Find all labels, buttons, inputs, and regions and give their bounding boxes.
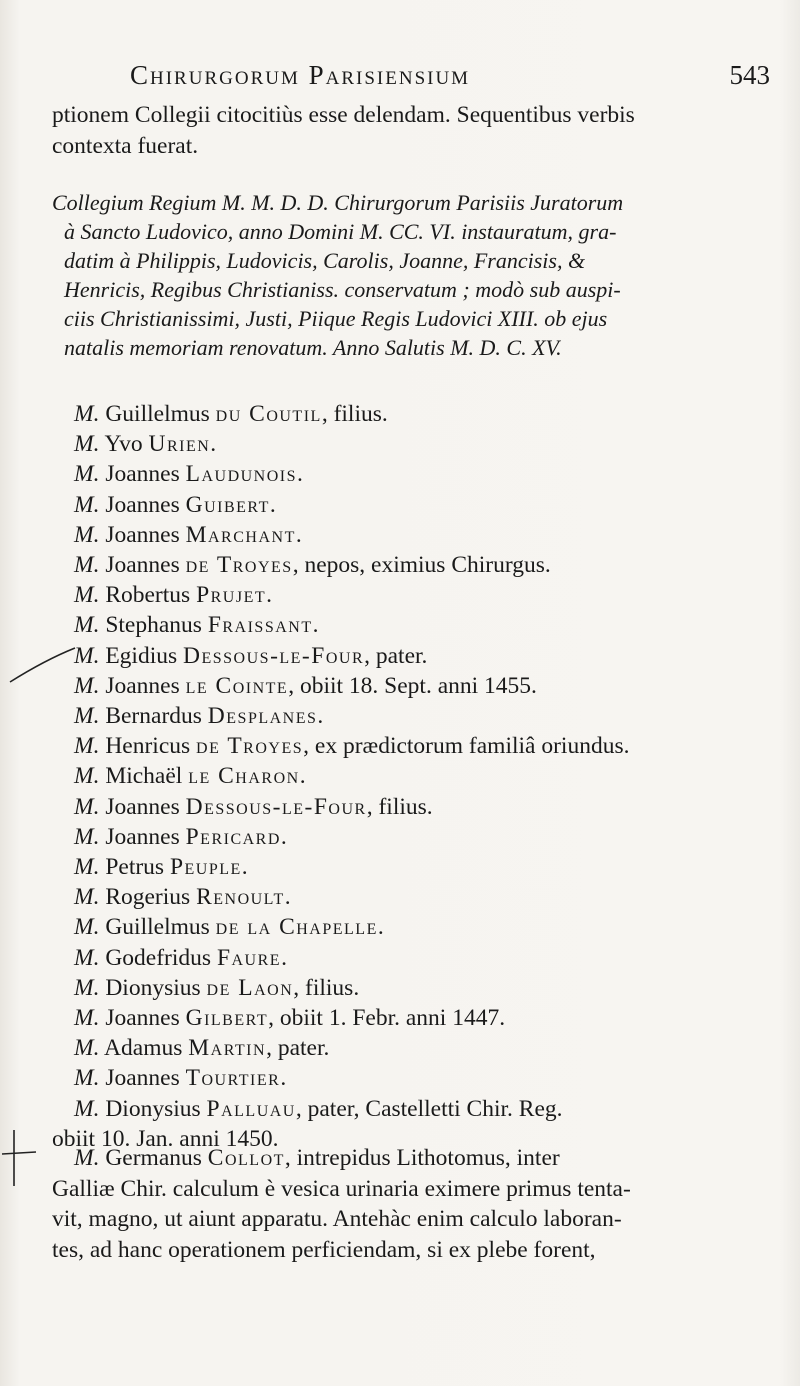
surname: Prujet xyxy=(196,582,267,609)
given-name: Michaël xyxy=(105,763,183,790)
surname: Collot xyxy=(207,1145,285,1171)
magister-abbrev: M. xyxy=(74,1005,100,1032)
given-name: Joannes xyxy=(105,672,180,699)
surname: Faure xyxy=(216,944,282,971)
name-entry xyxy=(52,701,772,731)
entry-note: , pater, Castelletti Chir. Reg. xyxy=(295,1095,563,1122)
surname: Laudunois xyxy=(185,461,298,488)
entry-note: . xyxy=(295,521,302,548)
surname: Marchant xyxy=(185,521,296,548)
given-name: Joannes xyxy=(105,793,180,820)
name-entry xyxy=(52,1003,772,1033)
surname: de la Chapelle xyxy=(215,914,378,941)
name-entry xyxy=(52,973,772,1003)
entry-note: . xyxy=(210,431,217,458)
entry-note: . xyxy=(297,461,303,488)
given-name: Joannes xyxy=(105,823,180,850)
given-name: Joannes xyxy=(105,491,180,518)
surname: Urien xyxy=(148,431,211,458)
given-name: Dionysius xyxy=(105,1095,201,1122)
magister-abbrev: M. xyxy=(74,582,100,609)
magister-abbrev: M. xyxy=(74,793,100,820)
entry-note: , ex prædictorum familiâ oriundus. xyxy=(303,733,630,760)
collot-line-1-rest: , intrepidus Lithotomus, inter xyxy=(284,1145,560,1171)
magister-abbrev: M. xyxy=(74,1065,100,1092)
magister-abbrev: M. xyxy=(74,461,100,488)
given-name: Bernardus xyxy=(105,703,202,730)
surname: Dessous-le-Four xyxy=(185,793,367,820)
given-name: Robertus xyxy=(105,582,191,609)
given-name: Egidius xyxy=(105,642,178,669)
surname: Renoult xyxy=(196,884,285,911)
magister-abbrev: M. xyxy=(74,672,100,699)
name-entry xyxy=(52,792,772,822)
inscription-line: ciis Christianissimi, Justi, Piique Regis Ludovici XIII. ob ejus xyxy=(64,306,608,331)
given-name: Yvo xyxy=(104,431,143,458)
magister-abbrev: M. xyxy=(74,1145,100,1171)
name-entry xyxy=(52,429,772,459)
magister-abbrev: M. xyxy=(74,914,100,941)
name-entry xyxy=(52,580,772,610)
magister-abbrev: M. xyxy=(74,491,100,518)
entry-note: . xyxy=(317,703,324,730)
surname: Fraissant xyxy=(207,612,313,639)
name-entry xyxy=(52,943,772,973)
given-name: Dionysius xyxy=(105,974,201,1001)
given-name: Joannes xyxy=(105,1005,180,1032)
given-name: Joannes xyxy=(105,1065,180,1092)
surname: de Laon xyxy=(206,974,294,1001)
surname: le Cointe xyxy=(185,672,289,699)
entry-note: . xyxy=(284,884,291,911)
magister-abbrev: M. xyxy=(74,823,100,850)
entry-note: , nepos, eximius Chirurgus. xyxy=(292,552,551,579)
given-name: Stephanus xyxy=(105,612,202,639)
surname: le Charon xyxy=(188,763,300,790)
surname: Martin xyxy=(188,1035,267,1062)
opening-line-2: contexta fuerat. xyxy=(52,133,199,159)
surname: Dessous-le-Four xyxy=(183,642,365,669)
magister-abbrev: M. xyxy=(74,1035,100,1062)
running-title: Chirurgorum Parisiensium xyxy=(130,60,471,90)
surname: Palluau xyxy=(206,1095,296,1122)
surgeon-name-list xyxy=(52,399,772,1154)
inscription-line: à Sancto Ludovico, anno Domini M. CC. VI. instauratum, gra- xyxy=(64,219,617,244)
name-entry xyxy=(52,1094,772,1124)
name-entry xyxy=(52,459,772,489)
given-name: Joannes xyxy=(105,521,180,548)
opening-line-1: ptionem Collegii citocitiùs esse delendam. Sequentibus verbis xyxy=(52,102,635,128)
entry-continuation: obiit 10. Jan. anni 1450. xyxy=(52,1125,279,1152)
entry-note: , pater. xyxy=(266,1035,330,1062)
name-entry xyxy=(52,520,772,550)
surname: Desplanes xyxy=(207,703,318,730)
entry-note: . xyxy=(377,914,384,941)
collot-line-1 xyxy=(52,1143,764,1174)
inscription-block xyxy=(52,188,764,362)
entry-note: , pater. xyxy=(364,642,428,669)
given-name: Joannes xyxy=(105,552,180,579)
margin-cross-mark-icon xyxy=(0,1128,40,1188)
running-head xyxy=(130,60,770,91)
entry-note: . xyxy=(299,763,306,790)
name-entry xyxy=(52,731,772,761)
entry-note: . xyxy=(281,944,287,971)
magister-abbrev: M. xyxy=(74,642,100,669)
magister-abbrev: M. xyxy=(74,431,100,458)
surname: Gilbert xyxy=(185,1005,269,1032)
entry-note: . xyxy=(280,823,287,850)
given-name: Joannes xyxy=(105,461,180,488)
given-name: Henricus xyxy=(105,733,191,760)
opening-paragraph xyxy=(52,100,764,162)
page-number: 543 xyxy=(729,60,770,90)
magister-abbrev: M. xyxy=(74,612,100,639)
name-entry xyxy=(52,641,772,671)
magister-abbrev: M. xyxy=(74,944,100,971)
entry-note: , filius. xyxy=(293,974,360,1001)
collot-line-4: tes, ad hanc operationem perficiendam, si ex plebe forent, xyxy=(52,1236,596,1263)
entry-note: . xyxy=(241,854,248,881)
collot-line-3: vit, magno, ut aiunt apparatu. Antehàc enim calculo laboran- xyxy=(52,1206,622,1232)
given-name: Petrus xyxy=(105,854,165,881)
surname: du Coutil xyxy=(215,401,322,427)
surname: Peuple xyxy=(169,854,242,881)
magister-abbrev: M. xyxy=(74,884,100,911)
margin-pen-stroke-icon xyxy=(0,640,80,690)
surname: de Troyes xyxy=(196,733,304,760)
name-entry xyxy=(52,671,772,701)
entry-note: , filius. xyxy=(366,793,433,820)
surname: Tourtier xyxy=(185,1065,281,1092)
surname: Guibert xyxy=(185,491,270,518)
magister-abbrev: M. xyxy=(74,974,100,1001)
magister-abbrev: M. xyxy=(74,552,100,579)
inscription-line: natalis memoriam renovatum. Anno Salutis M. D. C. XV. xyxy=(64,335,562,360)
given-name: Germanus xyxy=(105,1145,202,1171)
name-entry xyxy=(52,912,772,942)
given-name: Guillelmus xyxy=(105,914,210,941)
name-entry xyxy=(52,822,772,852)
entry-note: , obiit 18. Sept. anni 1455. xyxy=(288,672,537,699)
collot-line-2: Galliæ Chir. calculum è vesica urinaria eximere primus tenta- xyxy=(52,1175,631,1202)
name-entry xyxy=(52,610,772,640)
name-entry xyxy=(52,550,772,580)
entry-note: . xyxy=(269,491,276,518)
magister-abbrev: M. xyxy=(74,1095,100,1122)
entry-note: , obiit 1. Febr. anni 1447. xyxy=(268,1005,506,1032)
inscription-line: datim à Philippis, Ludovicis, Carolis, Joanne, Francisis, & xyxy=(64,248,586,273)
name-entry xyxy=(52,761,772,791)
entry-note: . xyxy=(312,612,319,639)
surname: Pericard xyxy=(185,823,281,850)
collot-entry xyxy=(52,1143,764,1265)
name-entry xyxy=(52,1063,772,1093)
entry-note: . xyxy=(280,1065,287,1092)
magister-abbrev: M. xyxy=(74,763,100,790)
inscription-line: Henricis, Regibus Christianiss. conservatum ; modò sub auspi- xyxy=(64,277,621,302)
magister-abbrev: M. xyxy=(74,733,100,760)
surname: de Troyes xyxy=(185,552,293,579)
given-name: Rogerius xyxy=(105,884,191,911)
magister-abbrev: M. xyxy=(74,854,100,881)
magister-abbrev: M. xyxy=(74,521,100,548)
given-name: Godefridus xyxy=(105,944,212,971)
name-entry xyxy=(52,399,772,429)
name-entry xyxy=(52,1033,772,1063)
entry-note: , filius. xyxy=(321,401,388,427)
given-name: Guillelmus xyxy=(105,401,210,427)
name-entry xyxy=(52,852,772,882)
magister-abbrev: M. xyxy=(74,703,100,730)
magister-abbrev: M. xyxy=(74,401,100,427)
entry-note: . xyxy=(266,582,273,609)
name-entry xyxy=(52,882,772,912)
inscription-line: Collegium Regium M. M. D. D. Chirurgorum Parisiis Juratorum xyxy=(52,190,624,215)
name-entry xyxy=(52,490,772,520)
given-name: Adamus xyxy=(104,1035,183,1062)
